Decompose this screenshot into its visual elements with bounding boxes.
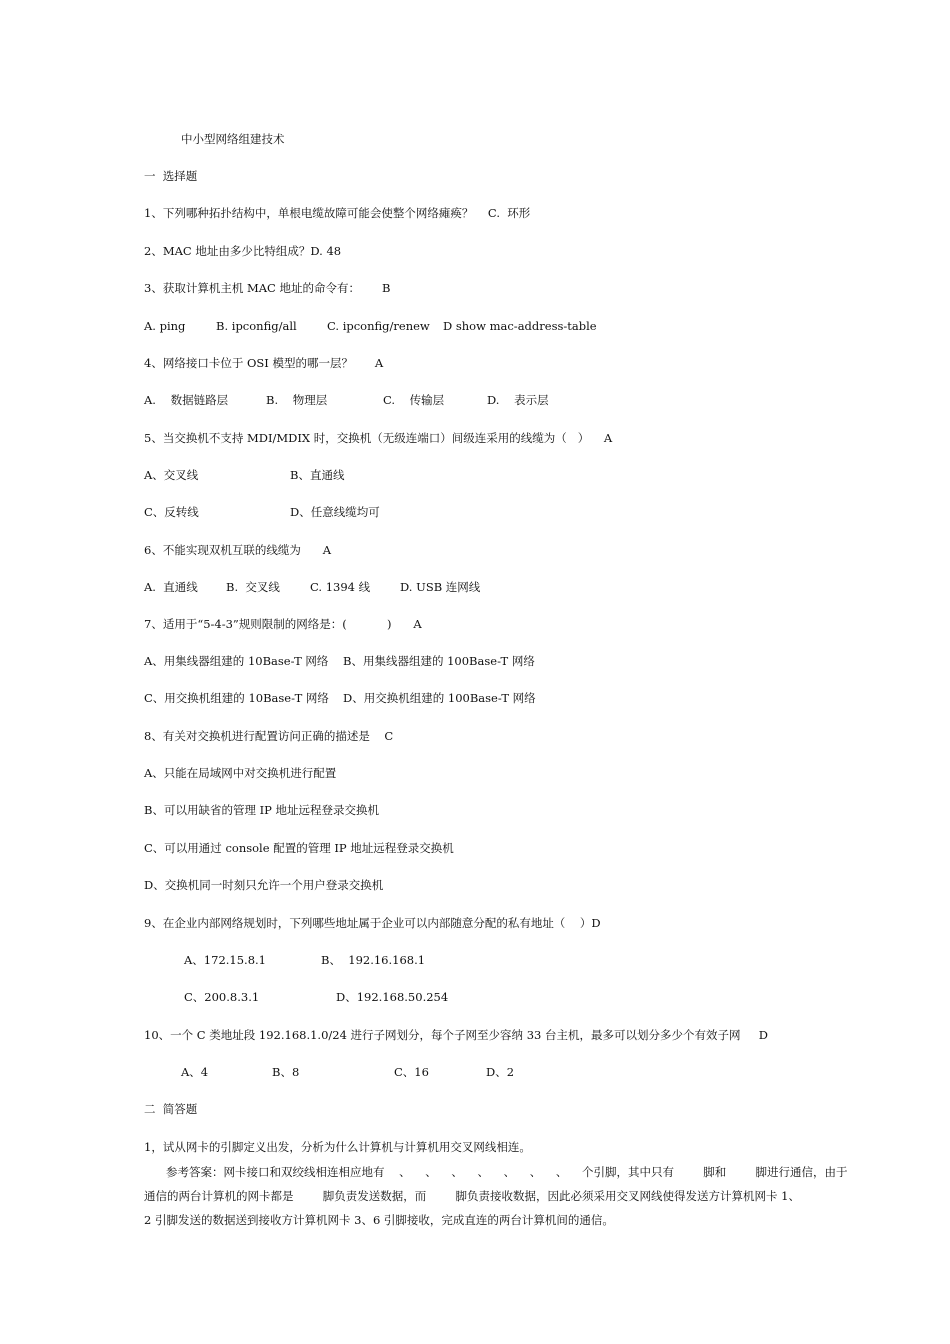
short-answer-question-1: 1，试从网卡的引脚定义出发，分析为什么计算机与计算机用交叉网线相连。 (144, 1140, 531, 1154)
q3-option-b: B. ipconfig/all (216, 319, 297, 333)
question-8: 8、有关对交换机进行配置访问正确的描述是 C (144, 729, 394, 743)
q9-option-d: D、192.168.50.254 (336, 990, 449, 1004)
q5-option-d: D、任意线缆均可 (290, 505, 380, 519)
q3-option-a: A. ping (144, 319, 186, 333)
q7-option-d: D、用交换机组建的 100Base-T 网络 (343, 691, 536, 705)
section-heading-choice: 一 选择题 (144, 169, 198, 183)
question-3: 3、获取计算机主机 MAC 地址的命令有： B (144, 281, 391, 295)
q4-option-d: D. 表示层 (487, 393, 549, 407)
q8-option-d: D、交换机同一时刻只允许一个用户登录交换机 (144, 878, 384, 892)
section-heading-short-answer: 二 简答题 (144, 1102, 198, 1116)
answer-line-3: 2 引脚发送的数据送到接收方计算机网卡 3、6 引脚接收，完成直连的两台计算机间的通信。 (144, 1213, 614, 1227)
q10-option-b: B、8 (272, 1065, 300, 1079)
q6-option-c: C. 1394 线 (310, 580, 371, 594)
q6-option-b: B. 交叉线 (226, 580, 280, 594)
q4-option-c: C. 传输层 (383, 393, 445, 407)
q7-option-c: C、用交换机组建的 10Base-T 网络 (144, 691, 329, 705)
q9-option-b: B、 192.16.168.1 (321, 953, 426, 967)
document-title: 中小型网络组建技术 (181, 132, 285, 146)
question-10: 10、一个 C 类地址段 192.168.1.0/24 进行子网划分，每个子网至少容纳 33 台主机，最多可以划分多少个有效子网 D (144, 1028, 768, 1042)
q4-option-b: B. 物理层 (266, 393, 328, 407)
answer-line-1: 参考答案：网卡接口和双绞线相连相应地有 、 、 、 、 、 、 、 个引脚，其中只有 脚和 脚进行通信，由于 (166, 1165, 848, 1179)
question-9: 9、在企业内部网络规划时，下列哪些地址属于企业可以内部随意分配的私有地址（ ）D (144, 916, 601, 930)
q6-option-a: A. 直通线 (144, 580, 198, 594)
question-7: 7、适用于“5-4-3”规则限制的网络是：( ) A (144, 617, 422, 631)
q8-option-b: B、可以用缺省的管理 IP 地址远程登录交换机 (144, 803, 380, 817)
q10-option-a: A、4 (181, 1065, 209, 1079)
question-2: 2、MAC 地址由多少比特组成？D. 48 (144, 244, 342, 258)
q8-option-a: A、只能在局域网中对交换机进行配置 (144, 766, 337, 780)
q5-option-c: C、反转线 (144, 505, 199, 519)
q9-option-a: A、172.15.8.1 (184, 953, 266, 967)
q4-option-a: A. 数据链路层 (144, 393, 229, 407)
question-4: 4、网络接口卡位于 OSI 模型的哪一层？ A (144, 356, 384, 370)
answer-line-2: 通信的两台计算机的网卡都是 脚负责发送数据，而 脚负责接收数据，因此必须采用交叉网线使得发送方计算机网卡 1、 (144, 1189, 800, 1203)
q5-option-b: B、直通线 (290, 468, 345, 482)
q10-option-d: D、2 (486, 1065, 515, 1079)
question-6: 6、不能实现双机互联的线缆为 A (144, 543, 332, 557)
q6-option-d: D. USB 连网线 (400, 580, 481, 594)
question-5: 5、当交换机不支持 MDI/MDIX 时，交换机（无级连端口）间级连采用的线缆为（ ） A (144, 431, 613, 445)
q7-option-b: B、用集线器组建的 100Base-T 网络 (343, 654, 535, 668)
q5-option-a: A、交叉线 (144, 468, 199, 482)
q7-option-a: A、用集线器组建的 10Base-T 网络 (144, 654, 329, 668)
q3-option-d: D show mac-address-table (443, 319, 597, 333)
q8-option-c: C、可以用通过 console 配置的管理 IP 地址远程登录交换机 (144, 841, 454, 855)
q10-option-c: C、16 (394, 1065, 429, 1079)
q3-option-c: C. ipconfig/renew (327, 319, 430, 333)
question-1: 1、下列哪种拓扑结构中，单根电缆故障可能会使整个网络瘫痪？ C. 环形 (144, 206, 531, 220)
q9-option-c: C、200.8.3.1 (184, 990, 260, 1004)
